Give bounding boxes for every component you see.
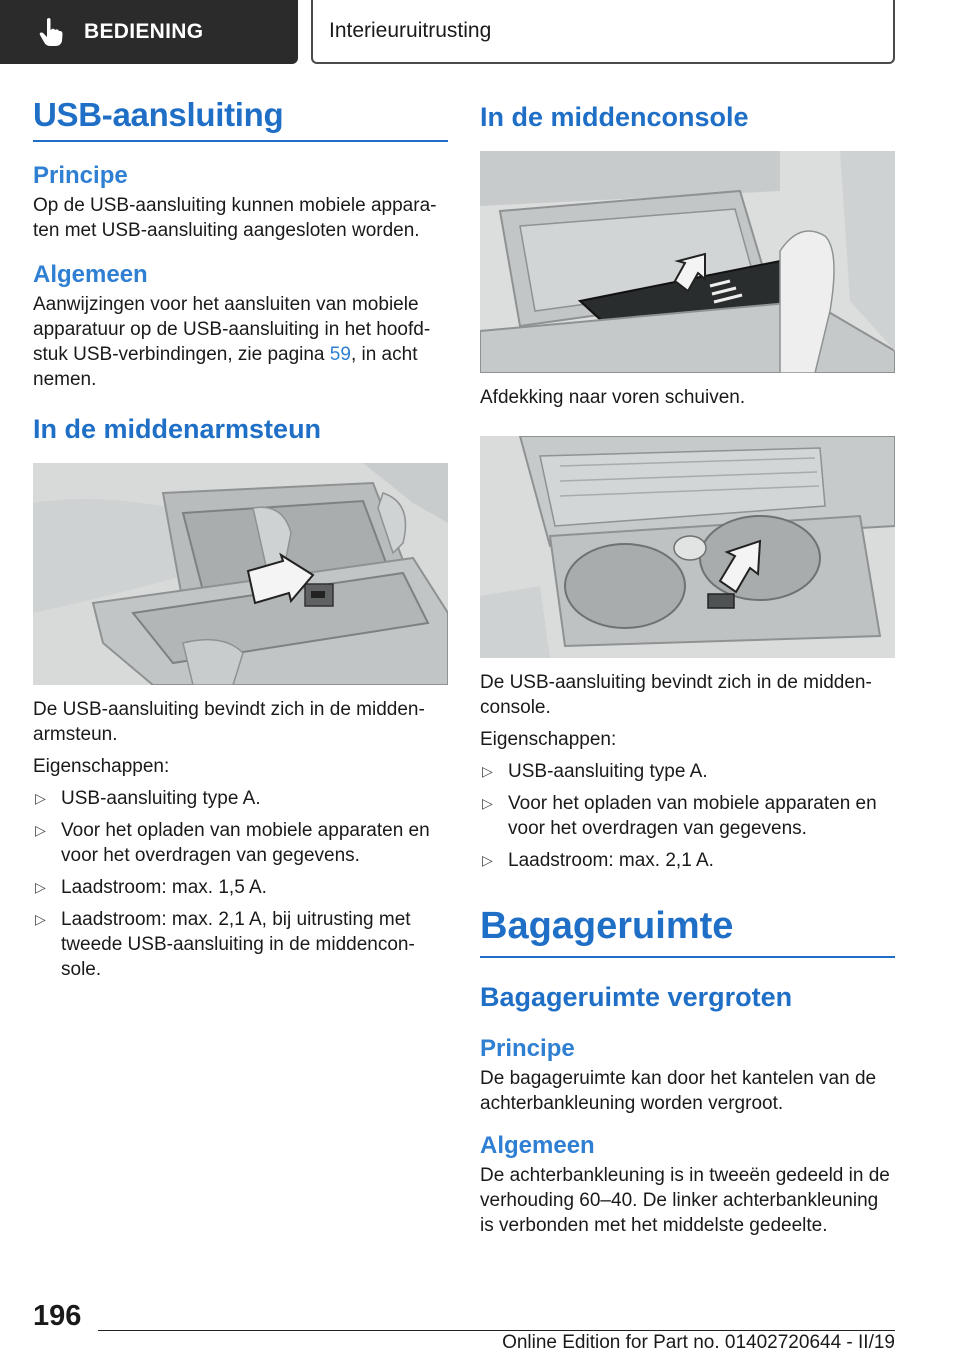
list-item-text: Laadstroom: max. 2,1 A, bij uitrusting met tweede USB-aansluiting in de middencon-sole. [61,909,415,980]
list-item-text: USB-aansluiting type A. [61,788,261,809]
principe-heading: Principe [33,162,128,189]
title-rule [33,140,448,142]
algemeen-text [33,292,448,392]
bagage-algemeen-text: De achterbankleuning is in tweeën gedeeld in de verhouding 60–40. De linker achterbankleuning is verbonden met het middelste gedeelte. [480,1165,890,1236]
list-item [33,875,448,900]
bagage-title: Bagageruimte [480,905,734,947]
list-item-text: USB-aansluiting type A. [508,761,708,782]
left-bullet-list [33,786,448,982]
triangle-bullet-icon: ▷ [482,852,493,868]
bagage-algemeen-heading: Algemeen [480,1132,595,1159]
right-bullet-list [480,759,895,873]
list-item [33,818,448,868]
armsteun-heading: In de middenarmsteun [33,414,322,444]
list-item-text: Laadstroom: max. 2,1 A. [508,850,714,871]
list-item-text: Laadstroom: max. 1,5 A. [61,877,267,898]
list-item [480,759,895,784]
footer-rule [98,1330,895,1331]
list-item-text: Voor het opladen van mobiele apparaten en voor het overdragen van gegevens. [61,820,430,866]
list-item [33,907,448,982]
left-column [33,96,448,982]
props-label-right: Eigenschappen: [480,729,617,750]
triangle-bullet-icon: ▷ [482,763,493,779]
armrest-usb-illustration [33,463,448,685]
vergroten-heading: Bagageruimte vergroten [480,982,793,1012]
triangle-bullet-icon: ▷ [482,795,493,811]
armsteun-caption: De USB-aansluiting bevindt zich in de midden-armsteun. [33,699,425,745]
list-item [480,791,895,841]
page-59-link[interactable]: 59 [329,344,351,365]
triangle-bullet-icon: ▷ [35,879,46,895]
list-item [33,786,448,811]
triangle-bullet-icon: ▷ [35,790,46,806]
bagage-rule [480,956,895,958]
chapter-header [311,0,895,64]
console-caption-1: Afdekking naar voren schuiven. [480,387,746,408]
right-column [480,102,895,1238]
algemeen-text-part: Aanwijzingen voor het aansluiten van mobiele apparatuur op de USB-aansluiting in het hoofd-stuk USB-verbindingen, zie pagina [33,294,431,365]
bagage-principe-text: De bagageruimte kan door het kantelen van de achterbankleuning worden vergroot. [480,1068,877,1114]
console-heading: In de middenconsole [480,102,749,132]
list-item [480,848,895,873]
bagage-principe-heading: Principe [480,1035,575,1062]
algemeen-heading: Algemeen [33,261,148,288]
triangle-bullet-icon: ▷ [35,911,46,927]
console-cover-illustration [480,151,895,373]
console-caption-2: De USB-aansluiting bevindt zich in de midden-console. [480,672,872,718]
algemeen-text-end: , in acht nemen. [33,344,418,390]
pointing-hand-icon [38,17,64,47]
principe-text: Op de USB-aansluiting kunnen mobiele appara-ten met USB-aansluiting aangesloten worden. [33,195,437,241]
chapter-title: Interieuruitrusting [329,19,492,42]
section-tab[interactable] [0,0,298,64]
usb-title: USB-aansluiting [33,96,284,133]
triangle-bullet-icon: ▷ [35,822,46,838]
edition-text: Online Edition for Part no. 01402720644 - II/19 [502,1332,895,1353]
section-label: BEDIENING [84,20,204,43]
props-label-left: Eigenschappen: [33,756,170,777]
list-item-text: Voor het opladen van mobiele apparaten en voor het overdragen van gegevens. [508,793,877,839]
page-number: 196 [33,1300,82,1332]
console-usb-illustration [480,436,895,658]
